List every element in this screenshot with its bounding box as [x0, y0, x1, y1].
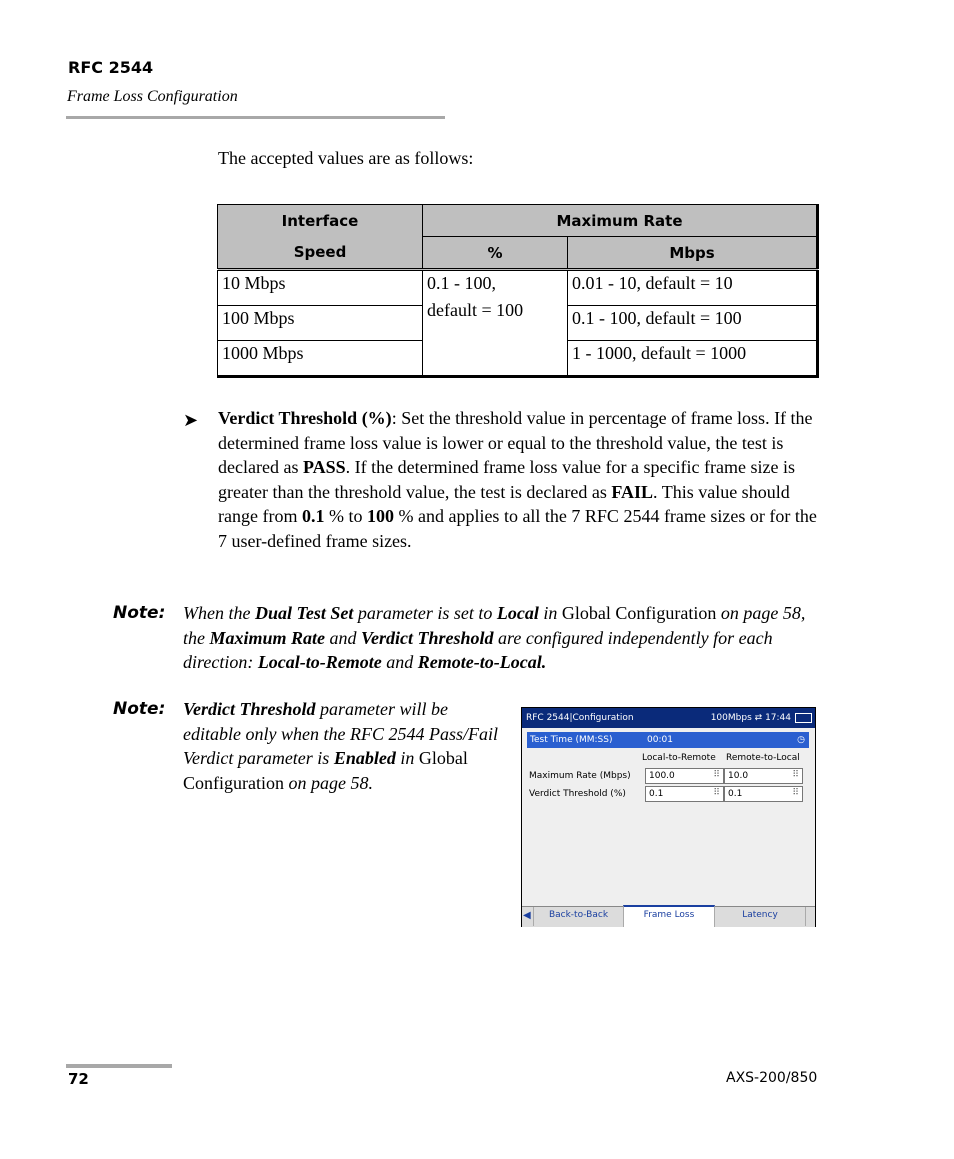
cross-reference-link[interactable]: Global Configuration: [183, 748, 468, 793]
timer-icon: ◷: [797, 735, 805, 745]
text: : Set the threshold value in percentage of frame loss. If the determined frame loss value is lower or equal to the threshold value, the test is declared as: [218, 408, 813, 478]
term: Verdict Threshold: [183, 699, 316, 719]
section-title: RFC 2544: [68, 58, 154, 77]
max-rate-label: Maximum Rate (Mbps): [529, 771, 631, 781]
verdict-threshold-description: [218, 406, 818, 554]
term: Local-to-Remote: [257, 652, 382, 673]
note-label: Note:: [113, 603, 166, 623]
text: .: [541, 652, 547, 673]
device-screenshot: [521, 707, 816, 927]
scroll-left-icon[interactable]: ◀: [523, 910, 531, 921]
field-value: 0.1: [649, 789, 664, 799]
footer-divider: [66, 1064, 172, 1068]
keypad-icon: ⠿: [792, 788, 799, 798]
tab-latency[interactable]: Latency: [714, 907, 806, 926]
text: in: [395, 748, 419, 769]
text: parameter will be editable only when the RFC 2544 Pass/Fail Verdict parameter is: [183, 699, 498, 769]
field-value: 0.1: [728, 789, 743, 799]
battery-icon: [795, 713, 812, 723]
max-rate-local-field[interactable]: [645, 768, 724, 784]
verdict-threshold-label: Verdict Threshold (%): [529, 789, 626, 799]
column-local-to-remote: Local-to-Remote: [642, 753, 716, 763]
text: and: [381, 652, 418, 673]
note-verdict-editable: [183, 697, 508, 795]
section-subtitle: Frame Loss Configuration: [67, 88, 238, 105]
text: parameter is set to: [353, 603, 497, 623]
intro-text: The accepted values are as follows:: [218, 148, 474, 168]
text: . If the determined frame loss value for a specific frame size is greater than the threshold value, the test is declared as: [218, 457, 795, 502]
text: in: [538, 603, 562, 623]
field-value: 10.0: [728, 771, 749, 781]
term: Verdict Threshold: [361, 627, 494, 648]
text: are configured independently for each direction:: [183, 627, 773, 673]
term: Maximum Rate: [209, 627, 326, 648]
header-percent: %: [423, 237, 568, 270]
test-time-label: Test Time (MM:SS): [530, 735, 613, 745]
column-remote-to-local: Remote-to-Local: [726, 753, 800, 763]
verdict-remote-field[interactable]: [724, 786, 803, 802]
term: Verdict Threshold (%): [218, 408, 392, 428]
keypad-icon: ⠿: [713, 770, 720, 780]
text: When the: [183, 603, 255, 623]
clock: 17:44: [765, 713, 791, 723]
min-value: 0.1: [301, 506, 325, 527]
term: Enabled: [333, 748, 396, 769]
tab-frame-loss[interactable]: Frame Loss: [623, 905, 715, 927]
cell-speed: 10 Mbps: [218, 270, 423, 306]
link-arrows-icon: ⇄: [754, 713, 763, 723]
text: % and applies to all the 7 RFC 2544 frame sizes or for the 7 user-defined frame sizes.: [218, 506, 817, 551]
link-rate: 100Mbps: [710, 713, 752, 723]
percent-default: default = 100: [427, 300, 524, 320]
percent-range: 0.1 - 100,: [427, 273, 496, 293]
field-value: 100.0: [649, 771, 675, 781]
text: on page 58.: [284, 772, 373, 793]
tab-bar: [522, 906, 815, 927]
test-time-row[interactable]: [527, 732, 809, 748]
product-name: AXS-200/850: [726, 1070, 818, 1086]
note-label: Note:: [113, 699, 166, 719]
note-dual-test-set: [183, 601, 823, 675]
text: % to: [324, 506, 367, 527]
header-interface: Interface: [218, 205, 423, 237]
bullet-arrow-icon: ➤: [183, 410, 199, 430]
header-maximum-rate: Maximum Rate: [423, 205, 818, 237]
fail-term: FAIL: [611, 481, 654, 502]
cell-mbps: 0.01 - 10, default = 10: [568, 270, 818, 306]
cell-speed: 1000 Mbps: [218, 341, 423, 377]
term: Local: [496, 603, 539, 623]
header-mbps: Mbps: [568, 237, 818, 270]
header-speed: Speed: [218, 237, 423, 270]
accepted-values-table: [217, 204, 819, 378]
pass-term: PASS: [302, 457, 346, 478]
tab-back-to-back[interactable]: Back-to-Back: [533, 907, 624, 926]
cell-mbps: 1 - 1000, default = 1000: [568, 341, 818, 377]
keypad-icon: ⠿: [792, 770, 799, 780]
test-time-value: 00:01: [647, 735, 673, 745]
header-divider: [66, 116, 445, 119]
screen-title: RFC 2544|Configuration: [526, 713, 634, 723]
max-rate-remote-field[interactable]: [724, 768, 803, 784]
table-row: [218, 270, 818, 306]
keypad-icon: ⠿: [713, 788, 720, 798]
cell-percent: [423, 270, 568, 377]
text: . This value should range from: [218, 481, 790, 527]
cell-mbps: 0.1 - 100, default = 100: [568, 306, 818, 341]
text: and: [325, 627, 362, 648]
cell-speed: 100 Mbps: [218, 306, 423, 341]
verdict-local-field[interactable]: [645, 786, 724, 802]
term: Dual Test Set: [254, 603, 354, 623]
term: Remote-to-Local: [417, 652, 542, 673]
max-value: 100: [366, 506, 394, 527]
status-info: [711, 713, 791, 723]
text: on page 58, the: [183, 603, 806, 648]
cross-reference-link[interactable]: Global Configuration: [561, 603, 717, 623]
page-number: 72: [68, 1070, 89, 1088]
screen-titlebar: [522, 708, 815, 728]
